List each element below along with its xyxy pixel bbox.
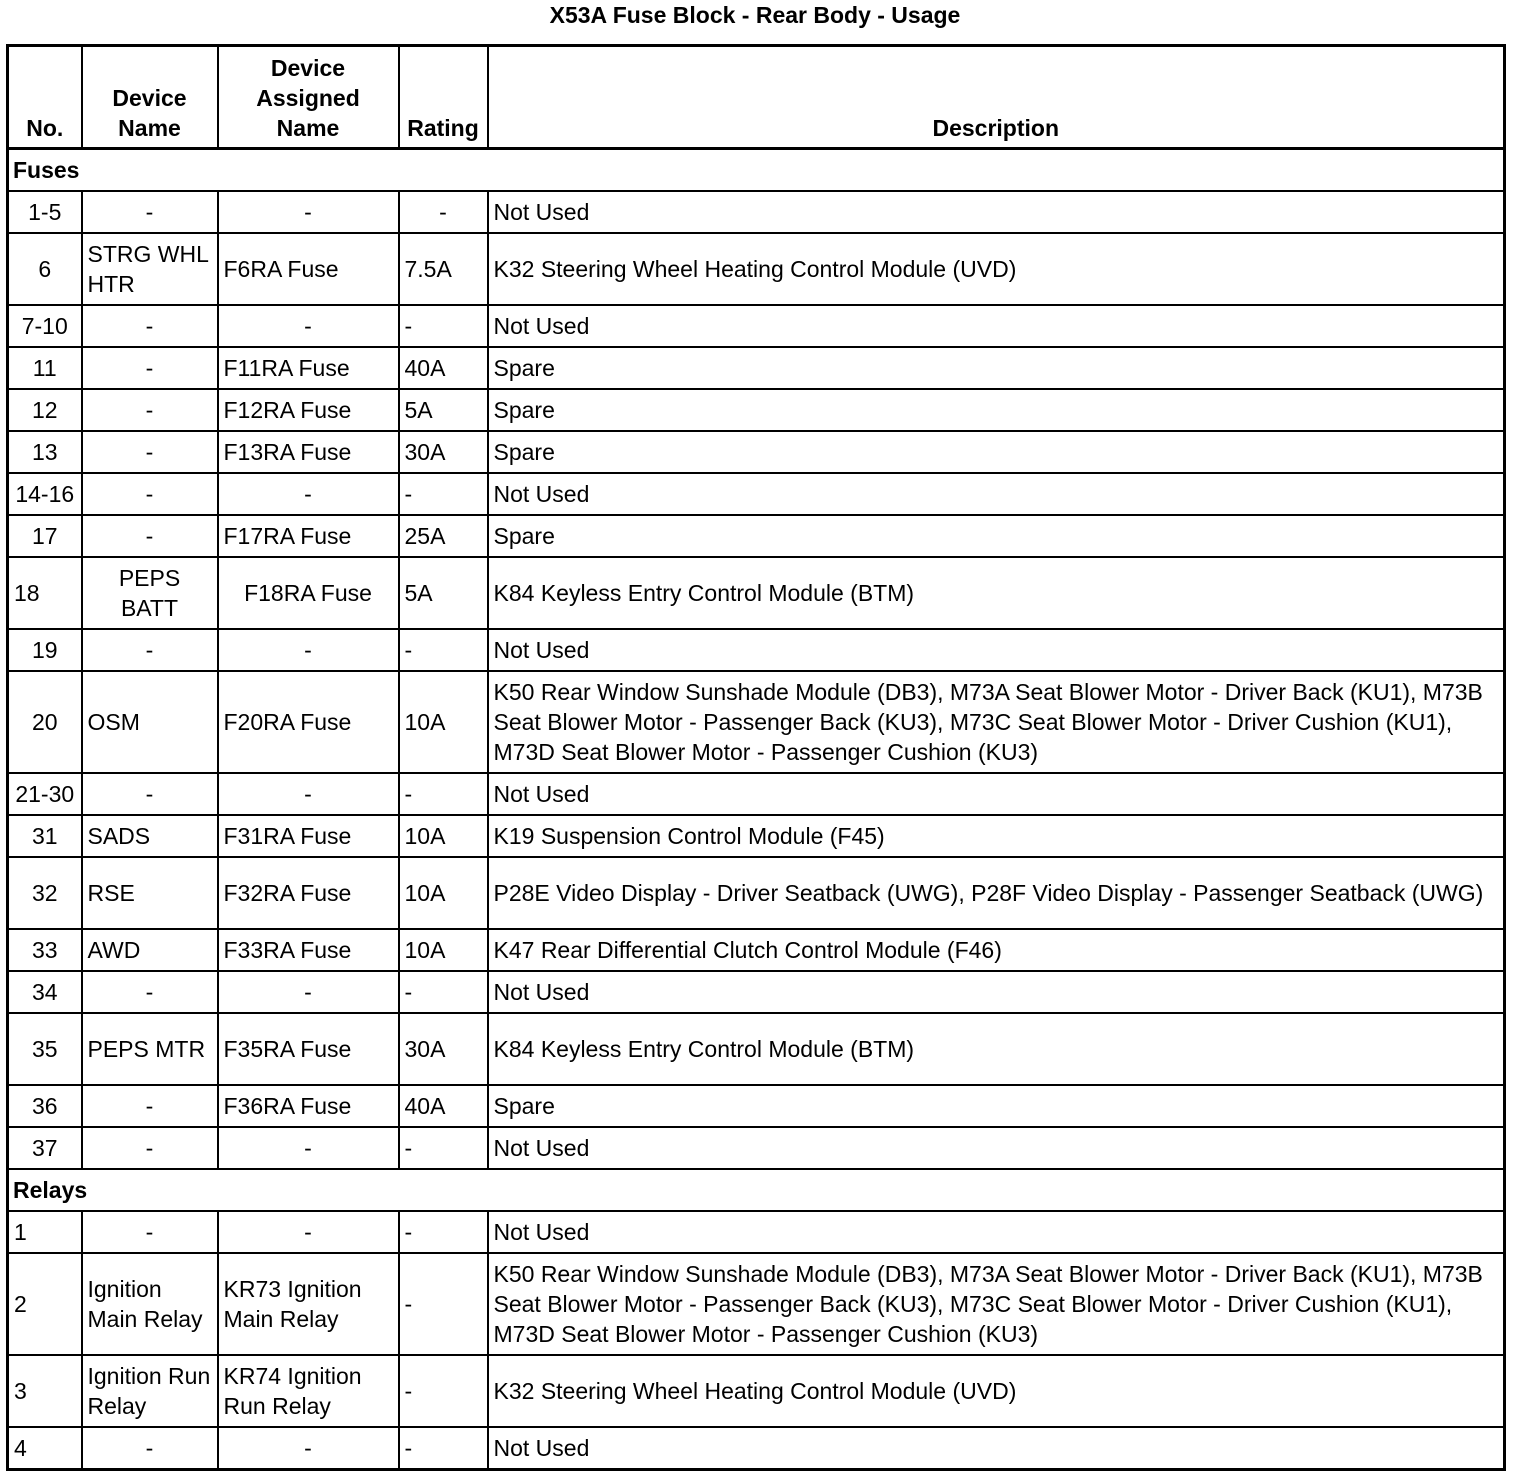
table-row [8,773,1505,815]
page-title: X53A Fuse Block - Rear Body - Usage [549,2,961,28]
cell-assigned-name: - [218,971,399,1013]
cell-device-name: - [82,971,218,1013]
cell-no: 19 [8,629,82,671]
cell-device-name: - [82,629,218,671]
cell-description: Spare [488,515,1505,557]
table-row [8,1211,1505,1253]
cell-device-name: - [82,1085,218,1127]
cell-assigned-name: F6RA Fuse [218,233,399,305]
cell-rating: - [399,971,488,1013]
cell-description: K50 Rear Window Sunshade Module (DB3), M73A Seat Blower Motor - Driver Back (KU1), M73B Seat Blower Motor - Passenger Back (KU3), M73C Seat Blower Motor - Driver Cushion (KU1), M73D Seat Blower Motor - Passenger Cushion (KU3) [488,1253,1505,1355]
cell-description: K47 Rear Differential Clutch Control Module (F46) [488,929,1505,971]
cell-description: Not Used [488,971,1505,1013]
cell-no: 18 [8,557,82,629]
cell-no: 7-10 [8,305,82,347]
section-label: Relays [8,1169,1505,1211]
cell-rating: 5A [399,557,488,629]
table-row [8,1127,1505,1169]
cell-description: K50 Rear Window Sunshade Module (DB3), M73A Seat Blower Motor - Driver Back (KU1), M73B Seat Blower Motor - Passenger Back (KU3), M73C Seat Blower Motor - Driver Cushion (KU1), M73D Seat Blower Motor - Passenger Cushion (KU3) [488,671,1505,773]
cell-description: Spare [488,347,1505,389]
cell-rating: 10A [399,857,488,929]
cell-no: 4 [8,1427,82,1470]
header-assigned-name: Device Assigned Name [218,46,399,149]
cell-assigned-name: F32RA Fuse [218,857,399,929]
cell-device-name: - [82,347,218,389]
cell-no: 6 [8,233,82,305]
cell-device-name: - [82,1427,218,1470]
header-description: Description [488,46,1505,149]
cell-assigned-name: KR74 Ignition Run Relay [218,1355,399,1427]
cell-rating: 10A [399,815,488,857]
cell-rating: - [399,1211,488,1253]
cell-device-name: OSM [82,671,218,773]
cell-description: Spare [488,431,1505,473]
cell-no: 31 [8,815,82,857]
header-rating: Rating [399,46,488,149]
cell-no: 14-16 [8,473,82,515]
cell-description: Not Used [488,473,1505,515]
table-row [8,389,1505,431]
table-row [8,557,1505,629]
cell-rating: - [399,1253,488,1355]
table-row [8,1085,1505,1127]
cell-no: 11 [8,347,82,389]
cell-device-name: - [82,773,218,815]
cell-device-name: - [82,305,218,347]
cell-device-name: - [82,389,218,431]
cell-device-name: - [82,1127,218,1169]
cell-description: Not Used [488,1427,1505,1470]
cell-device-name: SADS [82,815,218,857]
cell-assigned-name: F11RA Fuse [218,347,399,389]
table-row [8,191,1505,233]
table-row [8,473,1505,515]
cell-no: 17 [8,515,82,557]
table-row [8,815,1505,857]
cell-rating: - [399,629,488,671]
table-row [8,233,1505,305]
cell-no: 12 [8,389,82,431]
cell-rating: 40A [399,1085,488,1127]
table-row [8,431,1505,473]
table-row [8,1427,1505,1470]
cell-device-name: - [82,473,218,515]
cell-device-name: AWD [82,929,218,971]
table-row [8,857,1505,929]
cell-device-name: PEPS BATT [82,557,218,629]
cell-no: 1-5 [8,191,82,233]
cell-assigned-name: - [218,629,399,671]
cell-device-name: Ignition Run Relay [82,1355,218,1427]
table-row [8,1013,1505,1085]
cell-description: K84 Keyless Entry Control Module (BTM) [488,557,1505,629]
cell-description: Not Used [488,629,1505,671]
cell-no: 2 [8,1253,82,1355]
cell-assigned-name: - [218,1427,399,1470]
cell-rating: - [399,305,488,347]
table-row [8,347,1505,389]
cell-assigned-name: F17RA Fuse [218,515,399,557]
cell-assigned-name: - [218,305,399,347]
table-row [8,629,1505,671]
cell-assigned-name: F12RA Fuse [218,389,399,431]
fuse-usage-table [6,44,1506,1471]
cell-rating: 5A [399,389,488,431]
table-row [8,1253,1505,1355]
cell-rating: - [399,191,488,233]
cell-description: K32 Steering Wheel Heating Control Module (UVD) [488,233,1505,305]
cell-description: Spare [488,389,1505,431]
cell-rating: 10A [399,929,488,971]
table-row [8,971,1505,1013]
cell-description: P28E Video Display - Driver Seatback (UWG), P28F Video Display - Passenger Seatback (UWG) [488,857,1505,929]
cell-device-name: - [82,1211,218,1253]
table-row [8,1355,1505,1427]
cell-assigned-name: - [218,473,399,515]
table-row [8,515,1505,557]
table-row [8,305,1505,347]
cell-rating: 40A [399,347,488,389]
cell-device-name: Ignition Main Relay [82,1253,218,1355]
cell-assigned-name: - [218,191,399,233]
cell-description: Not Used [488,773,1505,815]
cell-no: 21-30 [8,773,82,815]
cell-rating: 7.5A [399,233,488,305]
cell-device-name: STRG WHL HTR [82,233,218,305]
cell-no: 3 [8,1355,82,1427]
cell-no: 33 [8,929,82,971]
cell-assigned-name: - [218,773,399,815]
cell-rating: - [399,773,488,815]
cell-assigned-name: F20RA Fuse [218,671,399,773]
cell-rating: 25A [399,515,488,557]
cell-rating: 30A [399,1013,488,1085]
cell-description: K84 Keyless Entry Control Module (BTM) [488,1013,1505,1085]
cell-assigned-name: F31RA Fuse [218,815,399,857]
cell-assigned-name: F35RA Fuse [218,1013,399,1085]
cell-description: Not Used [488,1127,1505,1169]
cell-description: K32 Steering Wheel Heating Control Module (UVD) [488,1355,1505,1427]
cell-no: 35 [8,1013,82,1085]
header-device-name: Device Name [82,46,218,149]
cell-no: 13 [8,431,82,473]
table-row [8,671,1505,773]
header-no: No. [8,46,82,149]
cell-no: 36 [8,1085,82,1127]
cell-assigned-name: F33RA Fuse [218,929,399,971]
cell-description: Spare [488,1085,1505,1127]
cell-no: 34 [8,971,82,1013]
cell-rating: - [399,1427,488,1470]
cell-device-name: RSE [82,857,218,929]
cell-rating: - [399,473,488,515]
cell-no: 37 [8,1127,82,1169]
cell-assigned-name: - [218,1211,399,1253]
cell-no: 1 [8,1211,82,1253]
cell-device-name: - [82,431,218,473]
cell-rating: - [399,1127,488,1169]
section-row [8,1169,1505,1211]
cell-rating: - [399,1355,488,1427]
cell-assigned-name: - [218,1127,399,1169]
table-row [8,929,1505,971]
cell-description: Not Used [488,191,1505,233]
cell-rating: 10A [399,671,488,773]
cell-device-name: - [82,515,218,557]
cell-description: Not Used [488,1211,1505,1253]
cell-rating: 30A [399,431,488,473]
header-row [8,46,1505,149]
cell-description: Not Used [488,305,1505,347]
cell-assigned-name: F13RA Fuse [218,431,399,473]
cell-assigned-name: KR73 Ignition Main Relay [218,1253,399,1355]
cell-device-name: - [82,191,218,233]
cell-description: K19 Suspension Control Module (F45) [488,815,1505,857]
cell-assigned-name: F36RA Fuse [218,1085,399,1127]
section-row [8,149,1505,192]
cell-no: 32 [8,857,82,929]
cell-no: 20 [8,671,82,773]
cell-assigned-name: F18RA Fuse [218,557,399,629]
cell-device-name: PEPS MTR [82,1013,218,1085]
section-label: Fuses [8,149,1505,192]
